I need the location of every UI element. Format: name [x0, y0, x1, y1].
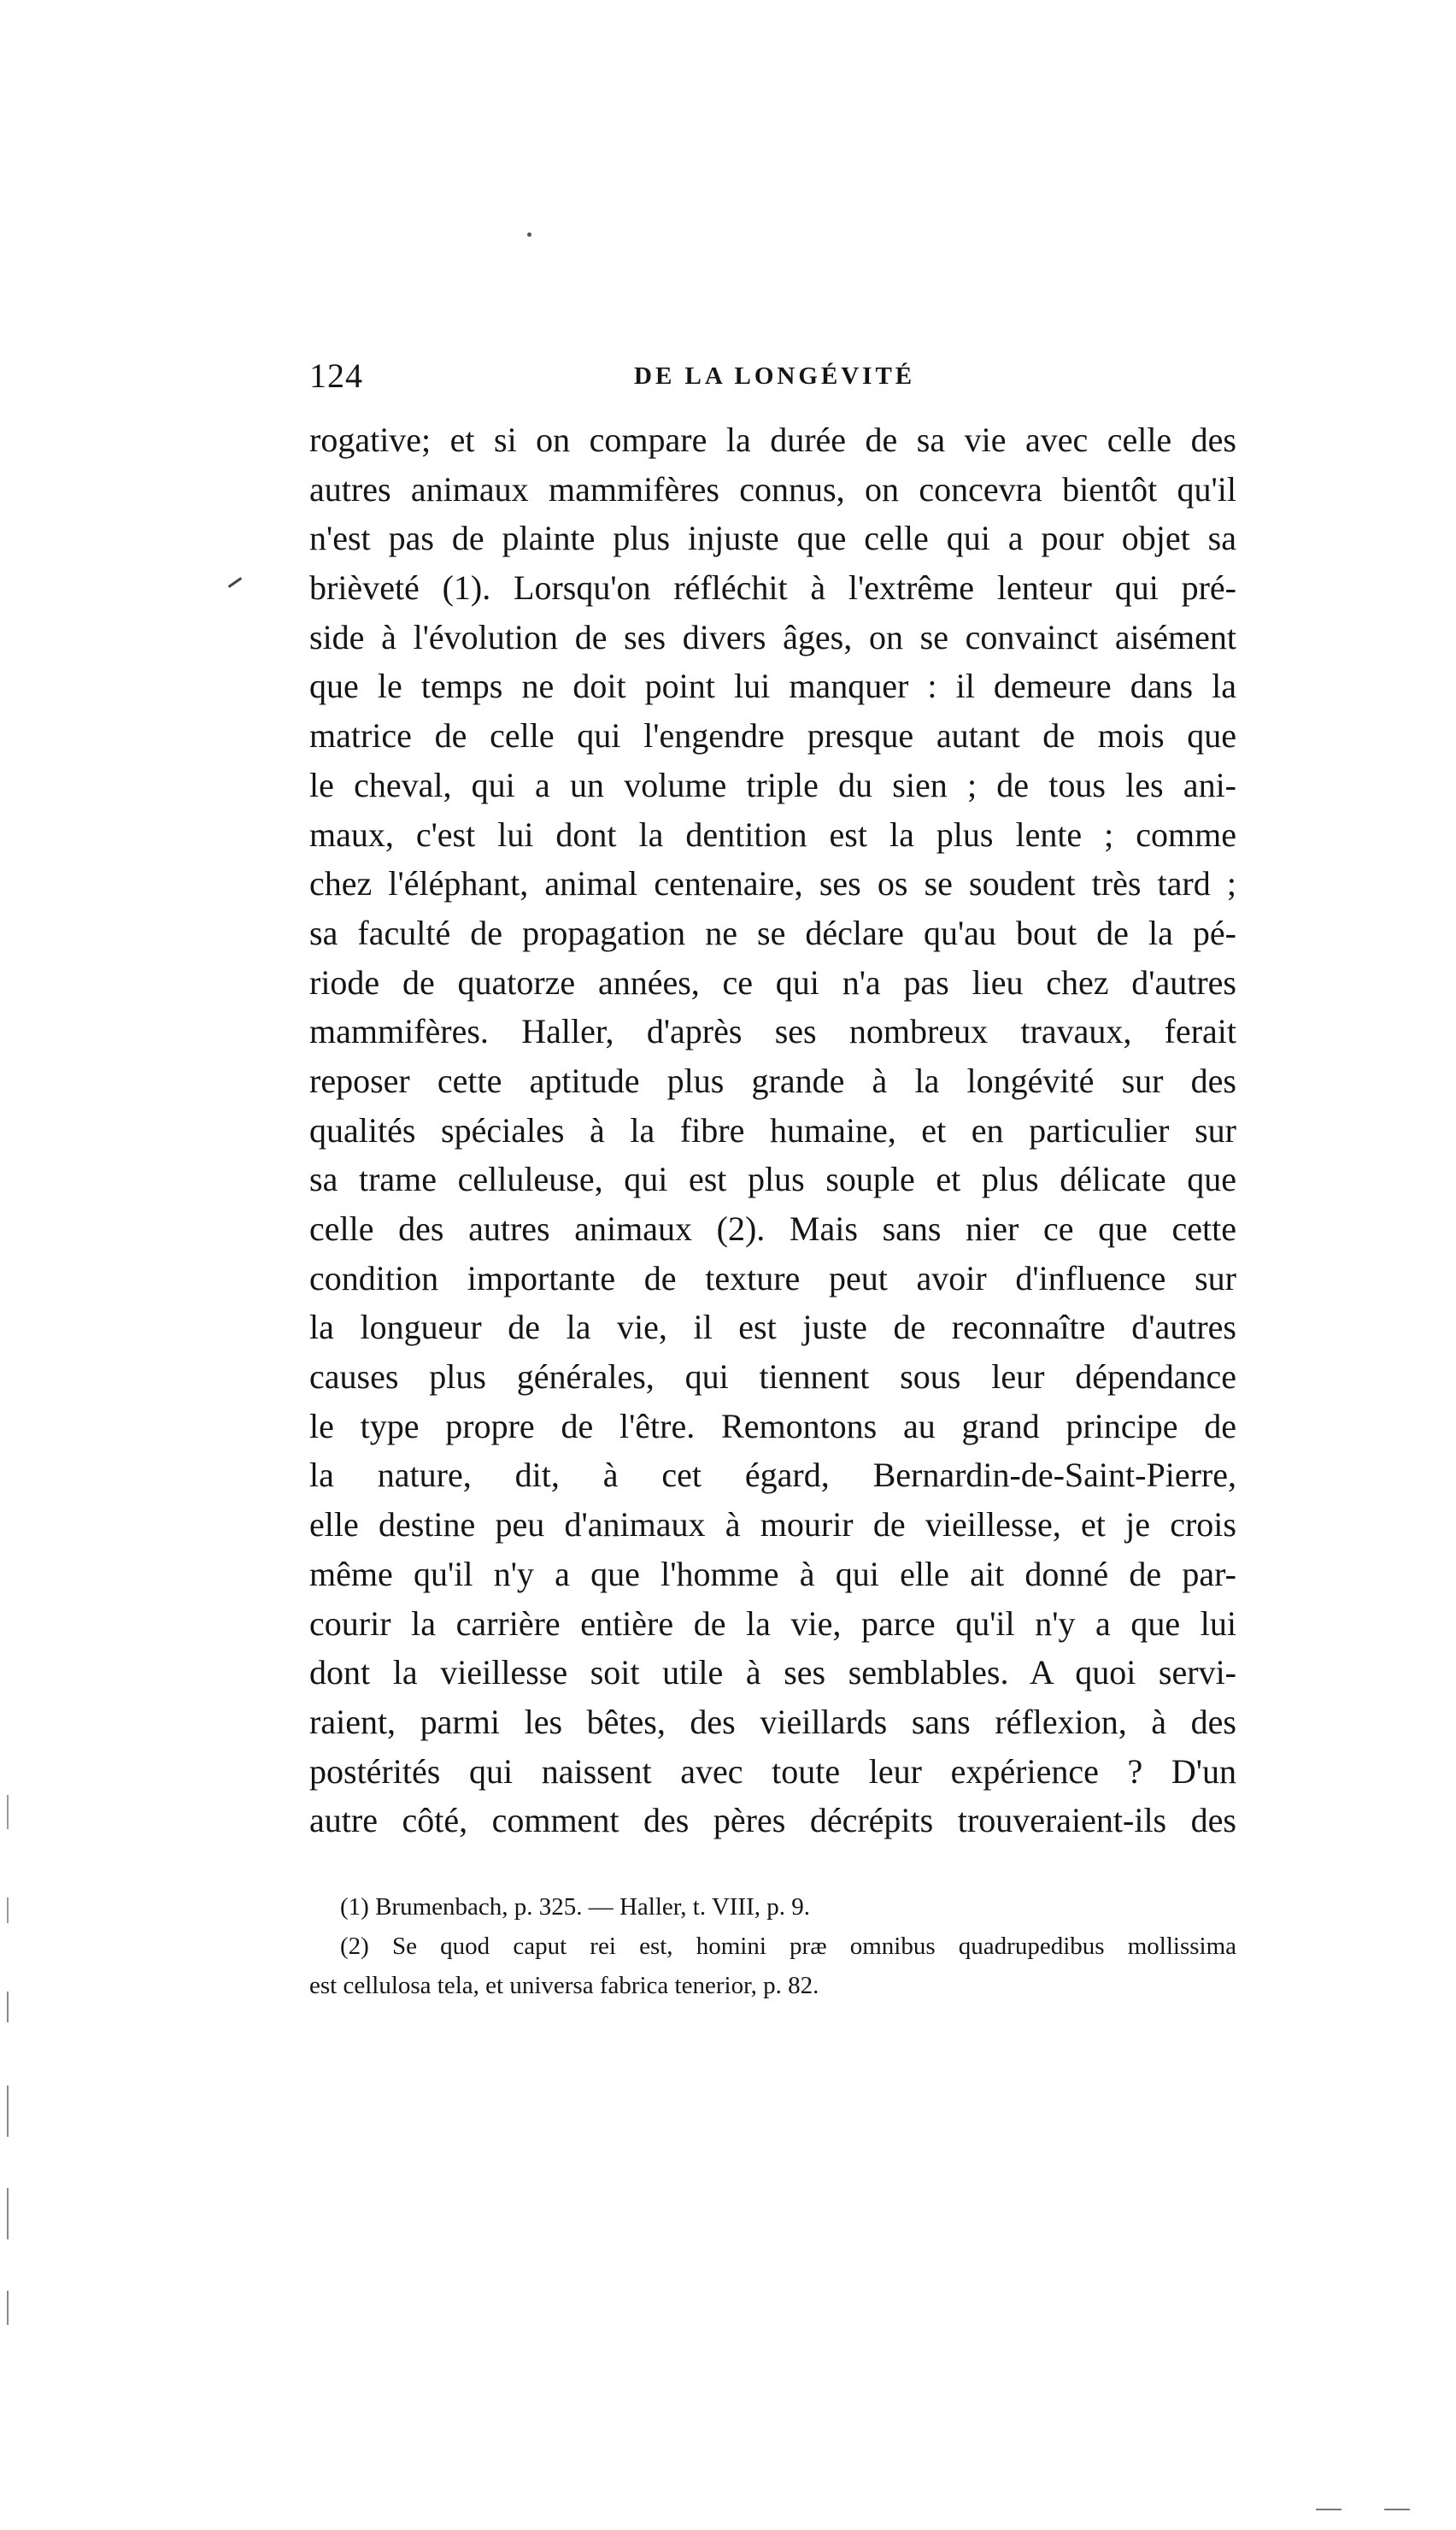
bottom-edge-mark [1384, 2509, 1410, 2510]
margin-tick-mark [228, 577, 242, 588]
text-line: postérités qui naissent avec toute leur expérience ? D'un [309, 1751, 1236, 1791]
text-line: n'est pas de plainte plus injuste que celle qui a pour objet sa [309, 519, 1236, 558]
text-line: que le temps ne doit point lui manquer : il demeure dans la [309, 667, 1236, 706]
text-line: dont la vieillesse soit utile à ses semblables. A quoi servi- [309, 1653, 1236, 1692]
left-edge-mark [7, 2291, 9, 2325]
stray-dot-mark [527, 232, 531, 237]
text-line: mammifères. Haller, d'après ses nombreux travaux, ferait [309, 1012, 1236, 1051]
text-line: autre côté, comment des pères décrépits trouveraient-ils des [309, 1801, 1236, 1840]
left-edge-mark [7, 1795, 9, 1829]
text-line: side à l'évolution de ses divers âges, on se convainct aisément [309, 617, 1236, 656]
running-title: DE LA LONGÉVITÉ [634, 362, 916, 390]
text-line: la longueur de la vie, il est juste de reconnaître d'autres [309, 1308, 1236, 1347]
text-line: autres animaux mammifères connus, on concevra bientôt qu'il [309, 469, 1236, 509]
text-line: maux, c'est lui dont la dentition est la plus lente ; comme [309, 815, 1236, 854]
footnote-2: (2) Se quod caput rei est, homini præ omnibus quadrupedibus mollissima [340, 1933, 1236, 1960]
text-line: rogative; et si on compare la durée de sa vie avec celle des [309, 421, 1236, 459]
text-line: causes plus générales, qui tiennent sous leur dépendance [309, 1357, 1236, 1397]
footnote-2-continuation: est cellulosa tela, et universa fabrica tenerior, p. 82. [309, 1972, 819, 1999]
bottom-edge-mark [1316, 2509, 1342, 2510]
text-line: sa faculté de propagation ne se déclare qu'au bout de la pé- [309, 913, 1236, 952]
text-line: elle destine peu d'animaux à mourir de vieillesse, et je crois [309, 1505, 1236, 1544]
text-line: le type propre de l'être. Remontons au grand principe de [309, 1406, 1236, 1445]
page-number: 124 [309, 356, 363, 395]
text-line: même qu'il n'y a que l'homme à qui elle ait donné de par- [309, 1554, 1236, 1593]
text-line: qualités spéciales à la fibre humaine, et en particulier sur [309, 1110, 1236, 1150]
text-line: le cheval, qui a un volume triple du sien ; de tous les ani- [309, 765, 1236, 804]
body-text [309, 415, 1236, 1845]
text-line: courir la carrière entière de la vie, parce qu'il n'y a que lui [309, 1603, 1236, 1643]
text-line: sa trame celluleuse, qui est plus souple et plus délicate que [309, 1160, 1236, 1199]
footnote-1: (1) Brumenbach, p. 325. — Haller, t. VIII, p. 9. [340, 1893, 810, 1921]
text-line: celle des autres animaux (2). Mais sans nier ce que cette [309, 1209, 1236, 1248]
text-line: la nature, dit, à cet égard, Bernardin-de-Saint-Pierre, [309, 1456, 1236, 1495]
text-line: riode de quatorze années, ce qui n'a pas lieu chez d'autres [309, 962, 1236, 1002]
footnotes [309, 1887, 1236, 2005]
left-edge-mark [7, 1992, 9, 2022]
left-edge-mark [7, 1898, 9, 1923]
text-line: matrice de celle qui l'engendre presque autant de mois que [309, 716, 1236, 756]
text-line: brièveté (1). Lorsqu'on réfléchit à l'extrême lenteur qui pré- [309, 568, 1236, 608]
left-edge-mark [7, 2086, 9, 2137]
text-line: chez l'éléphant, animal centenaire, ses os se soudent très tard ; [309, 864, 1236, 903]
text-line: raient, parmi les bêtes, des vieillards sans réflexion, à des [309, 1702, 1236, 1741]
text-line: reposer cette aptitude plus grande à la longévité sur des [309, 1061, 1236, 1100]
left-edge-mark [7, 2188, 9, 2239]
text-line: condition importante de texture peut avoir d'influence sur [309, 1258, 1236, 1297]
page-header [309, 350, 1232, 402]
